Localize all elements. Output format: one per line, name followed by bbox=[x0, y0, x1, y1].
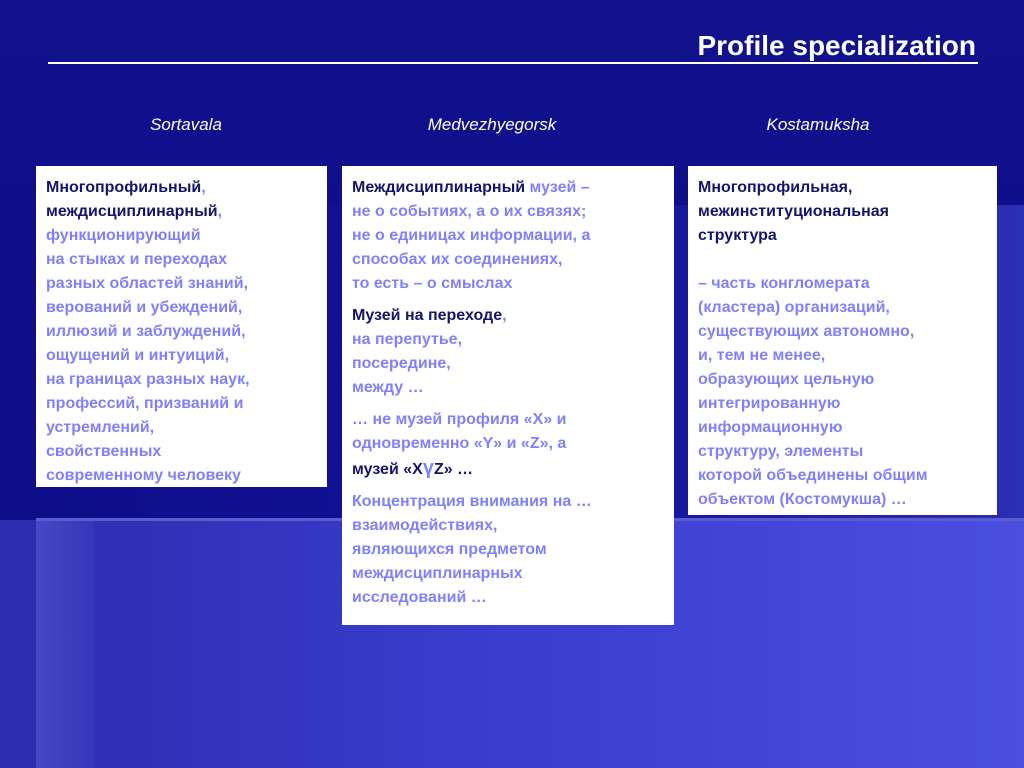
card-line: посередине, bbox=[352, 355, 451, 372]
card-line: информационную bbox=[698, 419, 843, 436]
card-line: межинституциональная bbox=[698, 203, 889, 220]
card-medvezhyegorsk bbox=[342, 166, 674, 625]
card-line: музей «XүZ» … bbox=[352, 457, 474, 479]
card-line: структуру, элементы bbox=[698, 443, 864, 460]
card-line: между … bbox=[352, 379, 424, 396]
card-line: существующих автономно, bbox=[698, 323, 915, 340]
background-left-strip bbox=[36, 520, 94, 768]
card-line: способах их соединениях, bbox=[352, 251, 563, 268]
card-line: не о событиях, а о их связях; bbox=[352, 203, 587, 220]
card-line: свойственных bbox=[46, 443, 162, 460]
column-heading-kostamuksha: Kostamuksha bbox=[766, 115, 870, 134]
card-line: Концентрация внимания на … bbox=[352, 493, 592, 510]
card-line: являющихся предметом bbox=[352, 541, 547, 558]
card-line: устремлений, bbox=[46, 419, 155, 436]
card-line: структура bbox=[698, 227, 777, 244]
card-line: верований и убеждений, bbox=[46, 299, 243, 316]
card-line: объектом (Костомукша) … bbox=[698, 491, 907, 508]
card-line: функционирующий bbox=[46, 227, 201, 244]
card-line: взаимодействиях, bbox=[352, 517, 498, 534]
card-line: … не музей профиля «X» и bbox=[352, 411, 567, 428]
column-heading-medvezhyegorsk: Medvezhyegorsk bbox=[427, 115, 557, 134]
card-line: на стыках и переходах bbox=[46, 251, 227, 268]
card-line: и, тем не менее, bbox=[698, 347, 826, 364]
column-heading-sortavala: Sortavala bbox=[150, 115, 222, 134]
slide-title: Profile specialization bbox=[697, 30, 976, 61]
card-line: (кластера) организаций, bbox=[698, 299, 890, 316]
card-line: то есть – о смыслах bbox=[352, 275, 513, 292]
card-line: ощущений и интуиций, bbox=[46, 347, 230, 364]
card-line: одновременно «Y» и «Z», а bbox=[352, 435, 567, 452]
card-line: интегрированную bbox=[698, 395, 841, 412]
card-line: профессий, призваний и bbox=[46, 395, 244, 412]
card-line: на границах разных наук, bbox=[46, 371, 250, 388]
card-line: разных областей знаний, bbox=[46, 275, 249, 292]
card-line: – часть конгломерата bbox=[698, 275, 870, 292]
card-line: не о единицах информации, а bbox=[352, 227, 591, 244]
card-line: междисциплинарный, bbox=[46, 203, 223, 220]
card-line: иллюзий и заблуждений, bbox=[46, 323, 246, 340]
card-line: Музей на переходе, bbox=[352, 307, 507, 324]
card-line: междисциплинарных bbox=[352, 565, 523, 582]
card-line: исследований … bbox=[352, 589, 487, 606]
card-line: которой объединены общим bbox=[698, 467, 928, 484]
card-kostamuksha bbox=[688, 166, 997, 515]
card-sortavala bbox=[36, 166, 327, 487]
card-line: образующих цельную bbox=[698, 371, 875, 388]
card-line: на перепутье, bbox=[352, 331, 463, 348]
title-underline bbox=[48, 62, 978, 64]
card-line: Многопрофильная, bbox=[698, 179, 853, 196]
card-line: современному человеку bbox=[46, 467, 241, 484]
card-line: Многопрофильный, bbox=[46, 179, 206, 196]
card-line: Междисциплинарный музей – bbox=[352, 179, 590, 196]
